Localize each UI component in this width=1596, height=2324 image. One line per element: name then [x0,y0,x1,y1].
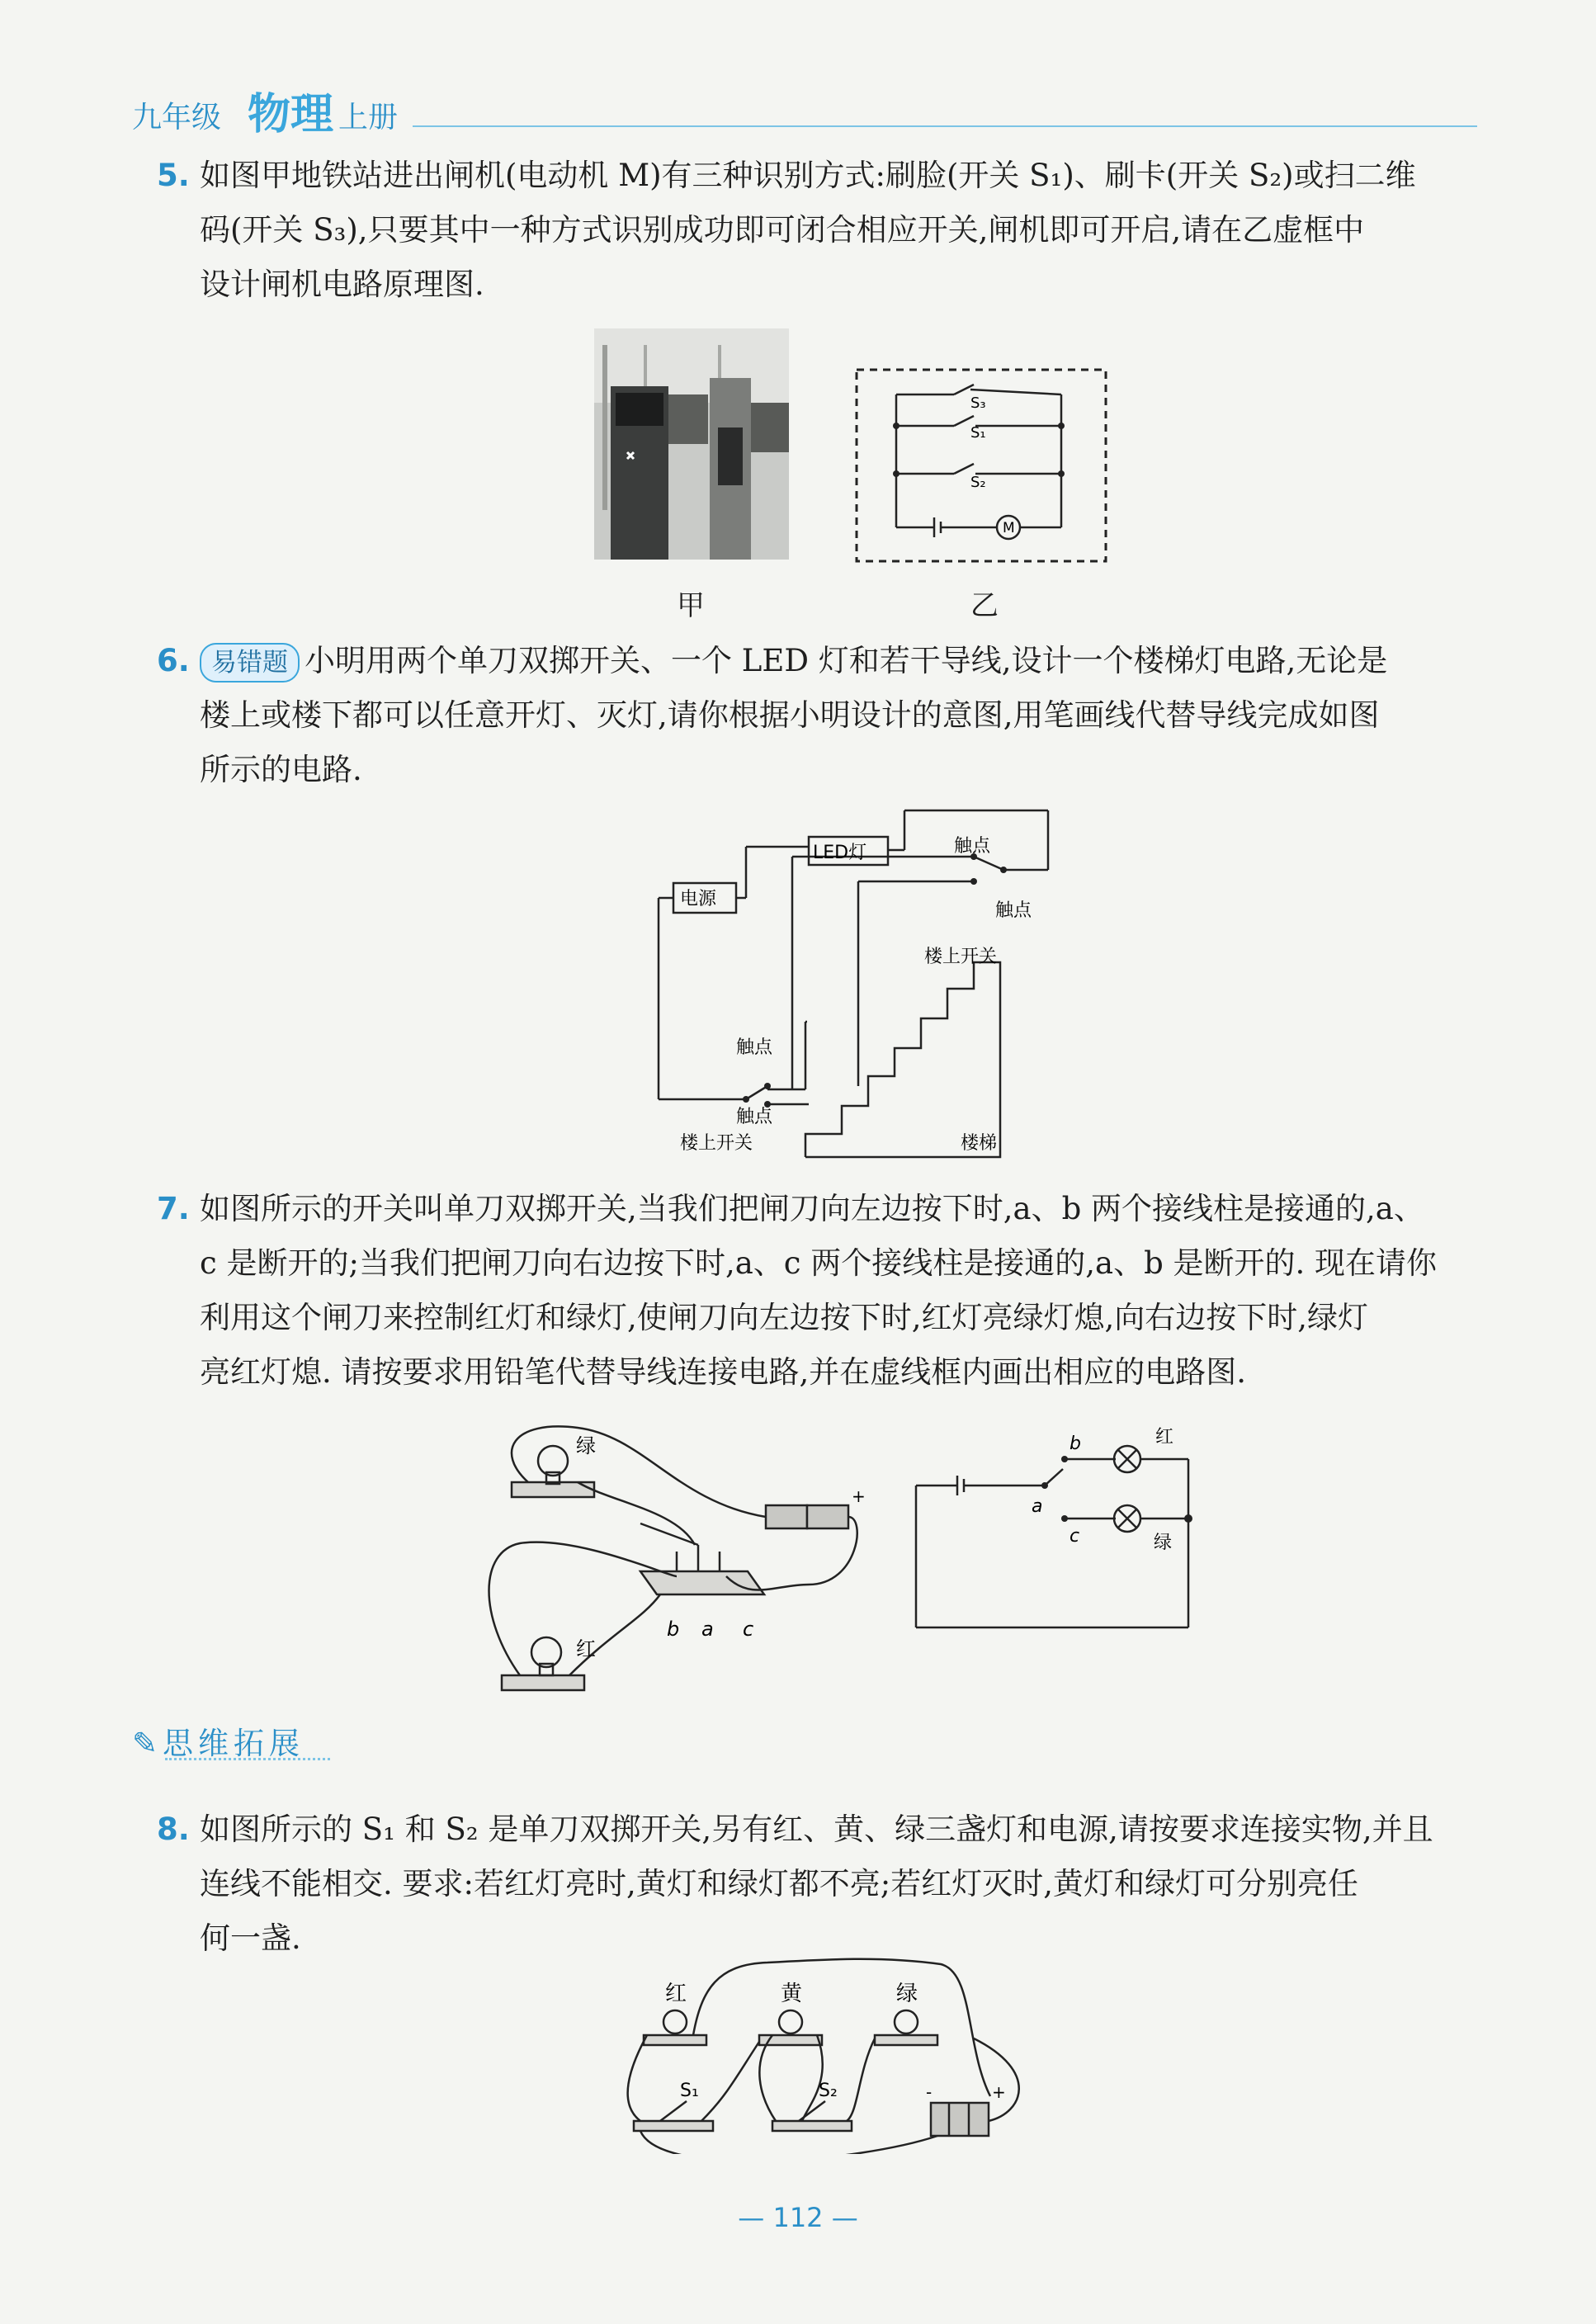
question-number: 8. [157,1811,190,1847]
page-header [132,79,1502,137]
upstairs-switch-label: 楼上开关 [924,947,998,967]
header-volume: 上册 [338,101,399,135]
question-text-line: 所示的电路. [200,752,362,787]
contact-label: 触点 [736,1037,773,1058]
green-lamp-label: 绿 [896,1982,918,2006]
staircase-light-diagram [644,801,1073,1164]
section-title [132,1718,305,1763]
question-text-line: 亮红灯熄. 请按要求用铅笔代替导线连接电路,并在虚线框内画出相应的电路图. [200,1354,1247,1390]
page-number: — 112 — [738,2202,858,2233]
knife-switch-schematic [900,1419,1213,1634]
section-title-text: 思维拓展 [163,1726,305,1761]
question-8 [157,1802,1502,1966]
question-text-line: 连线不能相交. 要求:若红灯亮时,黄灯和绿灯都不亮;若红灯灭时,黄灯和绿灯可分别亮任 [200,1866,1358,1901]
battery-plus-label: + [992,2082,1006,2102]
question-text-line: 如图所示的开关叫单刀双掷开关,当我们把闸刀向左边按下时,a、b 两个接线柱是接通的,a、 [200,1191,1424,1226]
switch-s3-label: S₃ [970,394,986,412]
power-label: 电源 [680,889,717,909]
contact-label: 触点 [736,1107,773,1127]
question-text-line: c 是断开的;当我们把闸刀向右边按下时,a、c 两个接线柱是接通的,a、b 是断开的. 现在请你 [200,1245,1438,1281]
question-6 [157,634,1502,797]
schematic-red-label: 红 [1155,1427,1174,1448]
section-underline [165,1758,330,1760]
terminal-a-label: a [701,1618,714,1641]
question-text: 小明用两个单刀双掷开关、一个 LED 灯和若干导线,设计一个楼梯灯电路,无论是 [305,643,1388,678]
led-label: LED灯 [813,843,867,863]
red-lamp-label: 红 [576,1637,596,1660]
schematic-c-label: c [1070,1526,1080,1547]
yellow-lamp-label: 黄 [781,1982,803,2006]
switch-s2-label: S₂ [819,2081,838,2101]
gate-circuit-diagram [855,368,1107,563]
schematic-a-label: a [1032,1496,1043,1517]
terminal-b-label: b [667,1618,680,1641]
error-prone-tag: 易错题 [200,643,300,683]
stairs-label: 楼梯 [961,1133,998,1154]
pencil-icon: ✎ [132,1726,163,1761]
question-text-line: 设计闸机电路原理图. [200,267,484,302]
switch-s2-label: S₂ [970,474,986,491]
question-number: 7. [157,1191,190,1226]
terminal-c-label: c [743,1618,754,1641]
question-text-line: 利用这个闸刀来控制红灯和绿灯,使闸刀向左边按下时,红灯亮绿灯熄,向右边按下时,绿灯 [200,1300,1369,1335]
header-grade: 九年级 [132,101,222,135]
question-text-line [165,634,1502,688]
gate-photo [594,328,789,560]
knife-switch-photo-diagram [479,1419,875,1717]
question-text-line: 楼上或楼下都可以任意开灯、灭灯,请你根据小明设计的意图,用笔画线代替导线完成如图 [200,697,1380,733]
question-5 [157,149,1502,312]
downstairs-switch-label: 楼上开关 [680,1133,753,1154]
green-lamp-label: 绿 [576,1434,596,1457]
question-number: 6. [157,643,190,678]
schematic-green-label: 绿 [1154,1533,1173,1553]
schematic-b-label: b [1070,1434,1081,1454]
question-text-line: 码(开关 S₃),只要其中一种方式识别成功即可闭合相应开关,闸机即可开启,请在乙虚框中 [200,212,1365,248]
header-subject: 物理 [248,90,334,139]
switch-s1-label: S₁ [680,2081,699,2101]
contact-label: 触点 [995,900,1032,921]
figure-label-b: 乙 [970,589,999,622]
question-text-line: 如图甲地铁站进出闸机(电动机 M)有三种识别方式:刷脸(开关 S₁)、刷卡(开关 S₂)或扫二维 [200,158,1416,193]
question-number: 5. [157,158,190,193]
battery-plus-label: + [852,1486,866,1506]
header-rule [413,125,1477,127]
question-text-line: 何一盏. [200,1920,301,1956]
question-text-line: 如图所示的 S₁ 和 S₂ 是单刀双掷开关,另有红、黄、绿三盏灯和电源,请按要求连接实物,并且 [200,1811,1433,1847]
red-lamp-label: 红 [665,1982,687,2006]
three-lamp-circuit-diagram [611,1956,1048,2154]
question-7 [157,1182,1502,1400]
battery-minus-label: - [926,2082,933,2102]
figure-label-a: 甲 [677,589,705,622]
motor-label: M [1003,520,1015,536]
contact-label: 触点 [954,836,991,857]
switch-s1-label: S₁ [970,424,986,442]
